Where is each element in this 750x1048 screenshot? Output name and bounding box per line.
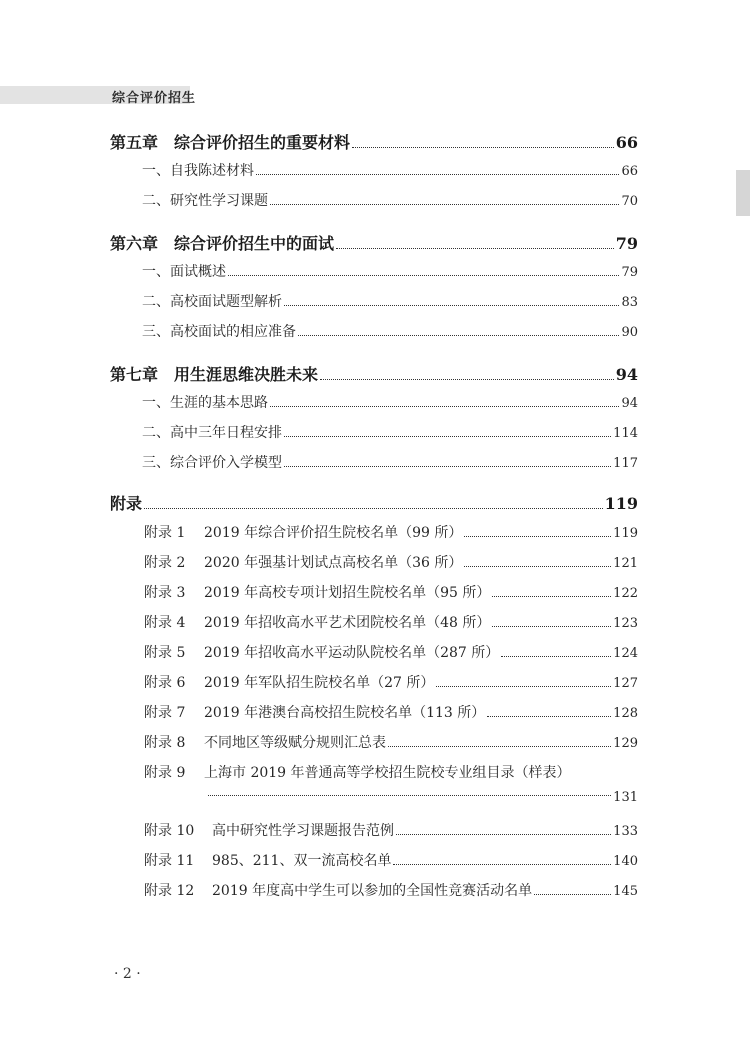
section-title: 二、高校面试题型解析 [142,294,282,310]
section-page: 90 [621,325,638,340]
section-page: 114 [613,426,638,441]
appendix-item-title: 上海市 2019 年普通高等学校招生院校专业组目录（样表） [204,765,571,781]
appendix-item-title: 2019 年军队招生院校名单（27 所） [204,675,435,691]
appendix-item-page: 140 [613,854,638,869]
toc-section[interactable] [142,452,638,472]
leader-dots [492,626,611,627]
appendix-label: 附录 12 [144,883,195,899]
toc-appendix-item[interactable] [144,880,638,900]
toc-appendix-item[interactable] [144,672,638,692]
leader-dots [284,466,611,467]
leader-dots [284,305,619,306]
leader-dots [352,147,614,148]
toc-section[interactable] [142,422,638,442]
appendix-item-title: 2020 年强基计划试点高校名单（36 所） [204,555,463,571]
leader-dots [336,248,614,249]
running-header: 综合评价招生 [112,91,197,106]
section-page: 79 [621,265,638,280]
appendix-item-title: 2019 年高校专项计划招生院校名单（95 所） [204,585,491,601]
appendix-item-title: 985、211、双一流高校名单 [212,853,392,869]
leader-dots [492,596,611,597]
toc-section[interactable] [142,261,638,281]
toc-appendix-item[interactable] [144,850,638,870]
toc-section[interactable] [142,392,638,412]
toc-appendix-item[interactable] [144,642,638,662]
leader-dots [320,379,614,380]
chapter-title: 第七章 用生涯思维决胜未来 [110,365,319,384]
toc-section[interactable] [142,160,638,180]
toc-appendix-item[interactable] [144,762,638,782]
appendix-label: 附录 5 [144,645,186,661]
toc-appendix-item[interactable] [144,552,638,572]
appendix-item-title: 不同地区等级赋分规则汇总表 [204,735,386,751]
toc-section[interactable] [142,291,638,311]
chapter-title: 第五章 综合评价招生的重要材料 [110,133,351,152]
appendix-label: 附录 4 [144,615,186,631]
leader-dots [270,406,619,407]
leader-dots [396,834,611,835]
leader-dots [228,275,619,276]
section-title: 一、面试概述 [142,264,226,280]
page-number: · 2 · [114,966,141,982]
chapter-page: 66 [615,133,638,152]
leader-dots [464,536,611,537]
appendix-item-page: 123 [613,616,638,631]
appendix-item-page: 128 [613,706,638,721]
appendix-label: 附录 7 [144,705,186,721]
appendix-label: 附录 2 [144,555,186,571]
leader-dots [534,894,611,895]
appendix-item-page: 121 [613,556,638,571]
leader-dots [436,686,611,687]
toc-section[interactable] [142,321,638,341]
chapter-page: 79 [615,234,638,253]
toc-appendix-item[interactable] [144,582,638,602]
appendix-item-title: 2019 年招收高水平运动队院校名单（287 所） [204,645,500,661]
section-title: 三、综合评价入学模型 [142,455,282,471]
section-page: 70 [621,194,638,209]
section-page: 94 [621,396,638,411]
toc-appendix-item-continuation[interactable] [208,790,638,805]
section-title: 一、自我陈述材料 [142,163,254,179]
appendix-item-page: 131 [613,790,638,805]
leader-dots [393,864,611,865]
leader-dots [284,436,611,437]
leader-dots [256,174,619,175]
toc-appendix-item[interactable] [144,612,638,632]
section-page: 66 [621,164,638,179]
leader-dots [270,204,619,205]
section-title: 二、高中三年日程安排 [142,425,282,441]
toc-appendix-item[interactable] [144,820,638,840]
appendix-label: 附录 3 [144,585,186,601]
leader-dots [501,656,611,657]
appendix-label: 附录 10 [144,823,195,839]
appendix-item-page: 127 [613,676,638,691]
leader-dots [208,795,611,796]
toc-appendix-item[interactable] [144,702,638,722]
toc-appendix[interactable] [110,491,638,514]
appendix-title: 附录 [110,494,143,513]
appendix-item-page: 145 [613,884,638,899]
appendix-item-page: 119 [613,526,638,541]
appendix-item-title: 2019 年度高中学生可以参加的全国性竞赛活动名单 [212,883,533,899]
appendix-label: 附录 1 [144,525,186,541]
leader-dots [487,716,611,717]
appendix-label: 附录 6 [144,675,186,691]
section-page: 117 [613,456,638,471]
chapter-title: 第六章 综合评价招生中的面试 [110,234,335,253]
toc-appendix-item[interactable] [144,732,638,752]
section-title: 二、研究性学习课题 [142,193,268,209]
appendix-item-title: 高中研究性学习课题报告范例 [212,823,394,839]
appendix-page: 119 [604,494,638,513]
side-tab-marker [736,170,750,216]
toc-appendix-item[interactable] [144,522,638,542]
section-title: 一、生涯的基本思路 [142,395,268,411]
toc-section[interactable] [142,190,638,210]
toc-chapter-5[interactable] [110,130,638,153]
appendix-item-title: 2019 年综合评价招生院校名单（99 所） [204,525,463,541]
appendix-label: 附录 11 [144,853,195,869]
leader-dots [298,335,619,336]
section-title: 三、高校面试的相应准备 [142,324,296,340]
appendix-label: 附录 9 [144,765,186,781]
leader-dots [388,746,611,747]
toc-chapter-7[interactable] [110,362,638,385]
chapter-page: 94 [615,365,638,384]
toc-chapter-6[interactable] [110,231,638,254]
section-page: 83 [621,295,638,310]
leader-dots [464,566,611,567]
appendix-label: 附录 8 [144,735,186,751]
appendix-item-page: 122 [613,586,638,601]
appendix-item-title: 2019 年招收高水平艺术团院校名单（48 所） [204,615,491,631]
appendix-item-page: 124 [613,646,638,661]
leader-dots [144,508,603,509]
appendix-item-page: 129 [613,736,638,751]
appendix-item-page: 133 [613,824,638,839]
appendix-item-title: 2019 年港澳台高校招生院校名单（113 所） [204,705,486,721]
